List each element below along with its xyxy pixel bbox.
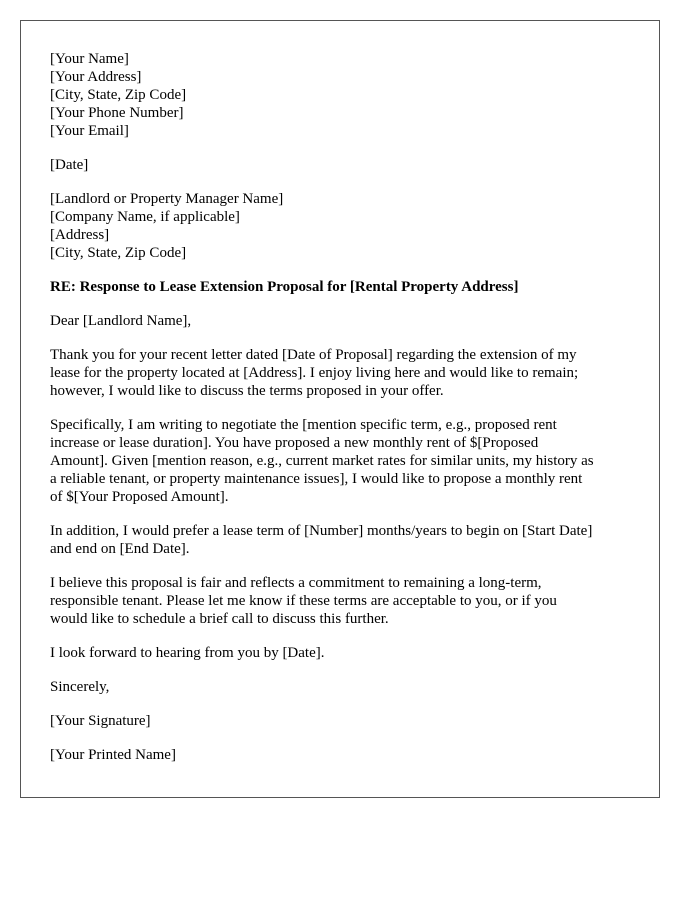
paragraph-line: however, I would like to discuss the terms proposed in your offer.: [50, 383, 444, 399]
paragraph-line: would like to schedule a brief call to discuss this further.: [50, 611, 389, 627]
paragraph-2: [50, 416, 640, 506]
paragraph-line: lease for the property located at [Address]. I enjoy living here and would like to remain;: [50, 365, 579, 381]
paragraph-line: a reliable tenant, or property maintenance issues], I would like to propose a monthly rent: [50, 471, 583, 487]
paragraph-line: responsible tenant. Please let me know if these terms are acceptable to you, or if you: [50, 593, 557, 609]
paragraph-line: Specifically, I am writing to negotiate the [mention specific term, e.g., proposed rent: [50, 417, 557, 433]
sender-city-state-zip: [City, State, Zip Code]: [50, 87, 187, 103]
signature: [50, 712, 640, 730]
sender-name: [Your Name]: [50, 51, 129, 67]
paragraph-5: [50, 644, 640, 662]
paragraph-line: Amount]. Given [mention reason, e.g., current market rates for similar units, my history as: [50, 453, 594, 469]
sender-block: [50, 50, 640, 140]
closing-text: Sincerely,: [50, 679, 110, 695]
sender-address: [Your Address]: [50, 69, 142, 85]
salutation: [50, 312, 640, 330]
paragraph-line: Thank you for your recent letter dated [Date of Proposal] regarding the extension of my: [50, 347, 577, 363]
recipient-address: [Address]: [50, 227, 110, 243]
salutation-text: Dear [Landlord Name],: [50, 313, 192, 329]
paragraph-line: of $[Your Proposed Amount].: [50, 489, 229, 505]
date-block: [50, 156, 640, 174]
paragraph-line: In addition, I would prefer a lease term of [Number] months/years to begin on [Start Date]: [50, 523, 593, 539]
signature-text: [Your Signature]: [50, 713, 151, 729]
recipient-city-state-zip: [City, State, Zip Code]: [50, 245, 187, 261]
sender-phone: [Your Phone Number]: [50, 105, 184, 121]
subject-line: [50, 278, 640, 296]
paragraph-line: I look forward to hearing from you by [Date].: [50, 645, 325, 661]
closing: [50, 678, 640, 696]
recipient-company: [Company Name, if applicable]: [50, 209, 240, 225]
paragraph-3: [50, 522, 640, 558]
recipient-block: [50, 190, 640, 262]
paragraph-4: [50, 574, 640, 628]
printed-name-text: [Your Printed Name]: [50, 747, 176, 763]
printed-name: [50, 746, 640, 764]
letter-body: [50, 50, 640, 780]
recipient-name: [Landlord or Property Manager Name]: [50, 191, 284, 207]
paragraph-line: I believe this proposal is fair and reflects a commitment to remaining a long-term,: [50, 575, 542, 591]
paragraph-line: increase or lease duration]. You have proposed a new monthly rent of $[Proposed: [50, 435, 539, 451]
letter-frame: [20, 20, 660, 798]
sender-email: [Your Email]: [50, 123, 129, 139]
letter-date: [Date]: [50, 157, 89, 173]
subject-text: RE: Response to Lease Extension Proposal for [Rental Property Address]: [50, 279, 519, 295]
paragraph-line: and end on [End Date].: [50, 541, 190, 557]
paragraph-1: [50, 346, 640, 400]
